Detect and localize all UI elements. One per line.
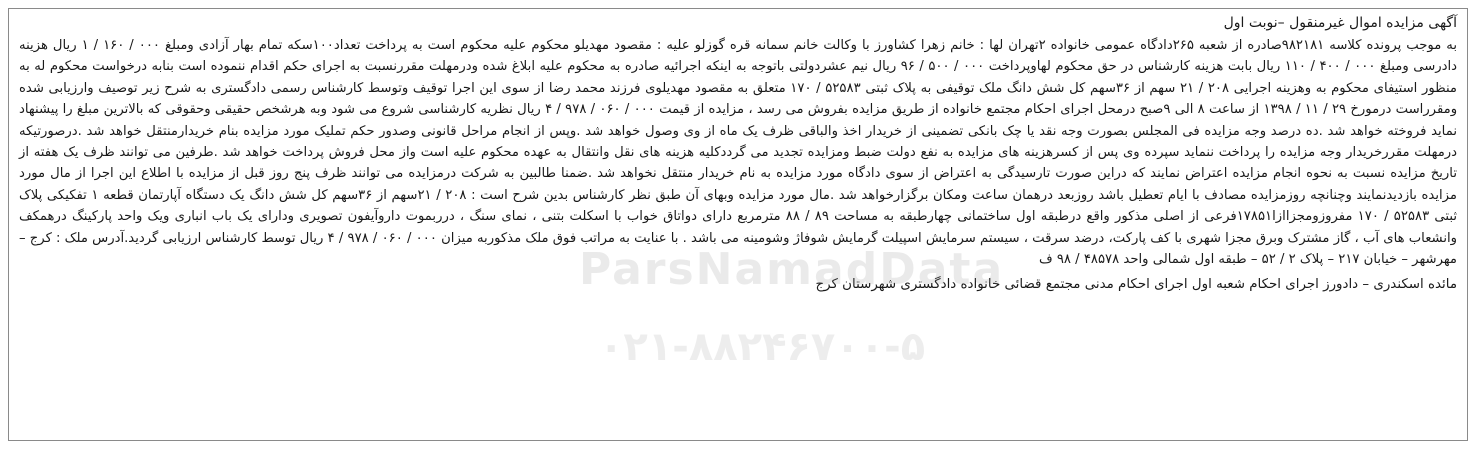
- notice-body: به موجب پرونده کلاسه ۹۸۲۱۸۱صادره از شعبه ۲۶۵دادگاه عمومی خانواده ۲تهران لها : خانم زهرا کشاورز با وکالت خانم سمانه قره گوزلو علیه : مقصود مهدیلو محکوم علیه محکوم است به پرداخت تعداد۱۰۰سکه تمام بهار آزادی ومبلغ ۰۰۰ / ۱۶۰ / ۱ ریال هزینه دادرسی ومبلغ ۰۰۰ / ۴۰۰ / ۱۱۰ ریال بابت هزینه کارشناس در حق محکوم لهاوپرداخت ۰۰۰ / ۵۰۰ / ۹۶ ریال نیم عشردولتی باتوجه به اینکه اجرائیه صادره به محکوم علیه ابلاغ شده ودرمهلت مقررنسبت به اجرای حکم اقدام ننموده است بنابه درخواست محکوم له به منظور استیفای محکوم به وهزینه اجرایی ۲۰۸ / ۲۱ سهم از ۳۶سهم کل شش دانگ ملک توقیفی به پلاک ثبتی ۵۲۵۸۳ / ۱۷۰ متعلق به مقصود مهدیلوی فرزند محمد رضا از سوی این اجرا توقیف وتوسط کارشناس رسمی دادگستری به شرح زیر توصیف وارزیابی شده ومقرراست درمورخ ۲۹ / ۱۱ / ۱۳۹۸ از ساعت ۸ الی ۹صبح درمحل اجرای احکام مجتمع خانواده از طریق مزایده بفروش می رسد ، مزایده از قیمت ۰۰۰ / ۰۶۰ / ۹۷۸ / ۴ ریال نظریه کارشناسی شروع می شود وبه هرشخص حقیقی وحقوقی که بالاترین مبلغ را پیشنهاد نماید فروخته خواهد شد .ده درصد وجه مزایده فی المجلس بصورت وجه نقد یا چک بانکی تضمینی از خریدار اخذ والباقی ظرف یک ماه از وی وصول خواهد شد .وپس از انجام مراحل قانونی وصدور حکم تملیک مورد مزایده بنام خریدارمنتقل خواهد شد .درصورتیکه درمهلت مقررخریدار وجه مزایده را پرداخت ننماید سپرده وی پس از کسرهزینه های مزایده به نفع دولت ضبط ومزایده تجدید می گرددکلیه هزینه های نقل وانتقال به عهده محکوم علیه است واز محل فروش پرداخت خواهد شد .طرفین می توانند ظرف یک هفته از تاریخ مزایده نسبت به نحوه انجام مزایده اعتراض نمایند که دراین صورت تارسیدگی به اعتراض از سوی دادگاه مورد مزایده به نام خریدار منتقل نخواهد شد .ضمنا طالبین به شرکت درمزایده می توانند ظرف پنج روز قبل از مزایده با اطلاع این اجرا از مال مورد مزایده بازدیدنمایند وچنانچه روزمزایده مصادف با ایام تعطیل باشد روزبعد درهمان ساعت ومکان برگزارخواهد شد .مال مورد مزایده وبهای آن طبق نظر کارشناس بدین شرح است : ۲۰۸ / ۲۱سهم از ۳۶سهم کل شش دانگ یک دستگاه آپارتمان قطعه ۱ تفکیکی پلاک ثبتی ۵۲۵۸۳ / ۱۷۰ مفروزومجزاازا۱۷۸۵۱فرعی از اصلی مذکور واقع درطبقه اول ساختمانی چهارطبقه به مساحت ۸۹ / ۸۸ مترمربع دارای دواتاق خواب با اسکلت بتنی ، نمای سنگ ، درربموت داروآیفون تصویری ودارای یک باب انباری ویک واحد پارکینگ درهمکف وانشعاب های آب ، گاز مشترک وبرق مجزا شهری با کف پارکت، درضد سرقت ، سیستم سرمایش اسپیلت گرمایش شوفاژ وشومینه می باشد . با عنایت به مراتب فوق ملک مذکوربه میزان ۰۰۰ / ۰۶۰ / ۹۷۸ / ۴ ریال توسط کارشناس ارزیابی گردید.آدرس ملک : کرج – مهرشهر – خیابان ۲۱۷ – پلاک ۲ / ۵۲ – طبقه اول شمالی واحد ۴۸۵۷۸ / ۹۸ ف: [19, 38, 1458, 268]
- notice-title: آگهی مزایده اموال غیرمنقول –نوبت اول: [1223, 15, 1457, 31]
- watermark-phone: ۰۲۱-۸۸۲۴۶۷۰۰-۵: [599, 324, 926, 370]
- auction-notice: [8, 8, 1468, 441]
- notice-signature: مائده اسکندری – دادورز اجرای احکام شعبه اول اجرای احکام مدنی مجتمع قضائی خانواده دادگستری شهرستان کرج: [815, 277, 1457, 293]
- watermark-brand: ParsNamadData: [579, 244, 1005, 295]
